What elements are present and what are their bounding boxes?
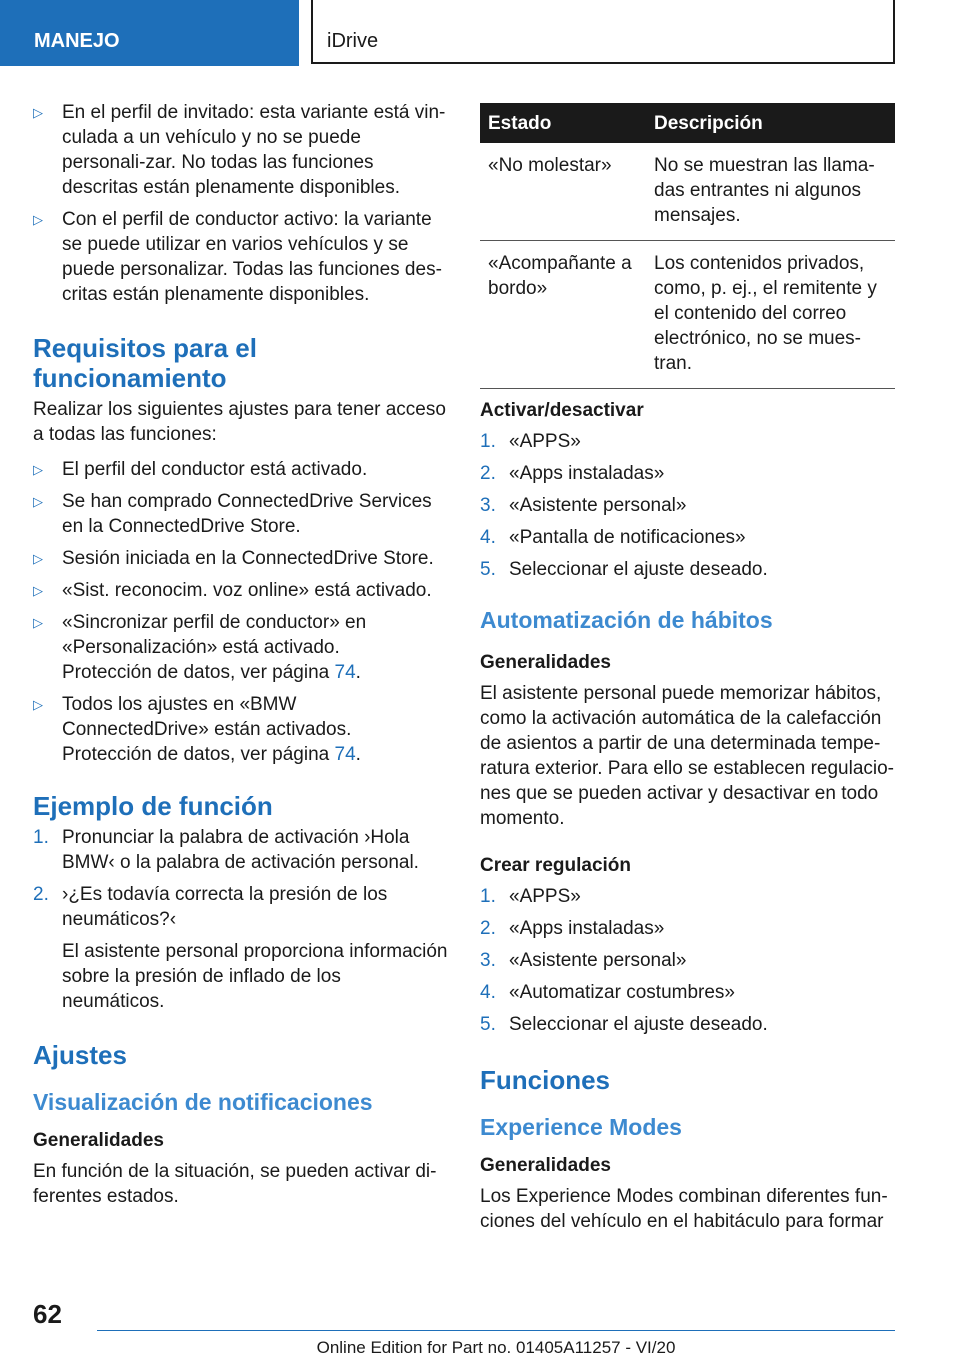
triangle-bullet-icon: ▷ [33,615,43,630]
triangle-bullet-icon: ▷ [33,583,43,598]
triangle-bullet-icon: ▷ [33,212,43,227]
section-heading: Funciones [480,1065,611,1095]
page-number: 62 [33,1299,62,1329]
list-item: 1. «APPS» [480,886,581,907]
list-item: 1. Pronunciar la palabra de activación ›Hola BMW‹ o la palabra de activación personal. [33,827,419,873]
minor-heading: Generalidades [480,1155,611,1176]
privacy-note: Protección de datos, ver página 74. [62,662,361,683]
triangle-bullet-icon: ▷ [33,551,43,566]
triangle-bullet-icon: ▷ [33,105,43,120]
left-column [33,100,448,1219]
list-item: 5. Seleccionar el ajuste deseado. [480,1014,768,1035]
list-item: 5. Seleccionar el ajuste deseado. [480,559,768,580]
chapter-title: iDrive [311,0,895,64]
paragraph: El asistente personal puede memorizar hábitos, como la activación automática de la calefacción de asientos a partir de una determinada tempe-ratura exterior. Para ello se establecen regulacio-nes que se pueden activar y desactivar en todo momento. [480,683,895,829]
paragraph: Realizar los siguientes ajustes para tener acceso a todas las funciones: [33,399,446,445]
minor-heading: Activar/desactivar [480,400,644,421]
table-cell: «Acompañante a bordo» [480,241,646,389]
list-item: ▷ Sesión iniciada en la ConnectedDrive Store. [33,548,434,569]
table-row [480,143,895,241]
list-item: 1. «APPS» [480,431,581,452]
list-item: 3. «Asistente personal» [480,495,687,516]
list-item: ▷ Con el perfil de conductor activo: la variante se puede utilizar en varios vehículos y se puede personalizar. Todas las funciones des-critas están plenamente disponibles. [33,209,442,305]
table-cell: Los contenidos privados, como, p. ej., el remitente y el contenido del correo electrónico, no se mues-tran. [646,241,895,389]
list-item: 3. «Asistente personal» [480,950,687,971]
triangle-bullet-icon: ▷ [33,462,43,477]
table-cell: «No molestar» [480,143,646,241]
footer-divider [97,1330,895,1331]
section-heading: Requisitos para el funcionamiento [33,333,257,393]
triangle-bullet-icon: ▷ [33,697,43,712]
subsection-heading: Visualización de notificaciones [33,1089,373,1115]
section-heading: Ajustes [33,1040,127,1070]
list-item: ▷ «Sist. reconocim. voz online» está activado. [33,580,432,601]
list-item: ▷ Todos los ajustes en «BMW ConnectedDrive» están activados. Protección de datos, ver página 74. [33,692,448,767]
privacy-note: Protección de datos, ver página 74. [62,744,361,765]
edition-footer: Online Edition for Part no. 01405A11257 - VI/20 [316,1338,676,1357]
right-column [480,372,895,1244]
subsection-heading: Experience Modes [480,1114,682,1140]
list-item: ▷ «Sincronizar perfil de conductor» en «Personalización» está activado. Protección de datos, ver página 74. [33,610,448,685]
list-item: 4. «Pantalla de notificaciones» [480,527,746,548]
triangle-bullet-icon: ▷ [33,494,43,509]
minor-heading: Generalidades [33,1130,164,1151]
list-item: ▷ En el perfil de invitado: esta variante está vin-culada a un vehículo y no se puede personali-zar. No todas las funciones descritas están plenamente disponibles. [33,102,446,198]
list-item: 4. «Automatizar costumbres» [480,982,735,1003]
subsection-heading: Automatización de hábitos [480,607,773,633]
minor-heading: Generalidades [480,652,611,673]
paragraph: Los Experience Modes combinan diferentes fun-ciones del vehículo en el habitáculo para formar [480,1186,888,1232]
list-item: ▷ El perfil del conductor está activado. [33,459,368,480]
paragraph: En función de la situación, se pueden activar di-ferentes estados. [33,1161,437,1207]
status-table [480,103,895,389]
table-cell: No se muestran las llama-das entrantes ni algunos mensajes. [646,143,895,241]
column-header: Estado [480,103,646,143]
table-row [480,241,895,389]
page-link[interactable]: 74 [334,744,356,765]
table-header-row [480,103,895,143]
list-item: 2. «Apps instaladas» [480,918,665,939]
list-item: ▷ Se han comprado ConnectedDrive Services en la ConnectedDrive Store. [33,491,432,537]
minor-heading: Crear regulación [480,855,631,876]
list-item: 2. ›¿Es todavía correcta la presión de los neumáticos?‹ El asistente personal proporciona información sobre la presión de inflado de los neumáticos. [33,884,448,1012]
column-header: Descripción [646,103,895,143]
list-item: 2. «Apps instaladas» [480,463,665,484]
section-heading: Ejemplo de función [33,791,273,821]
page-link[interactable]: 74 [334,662,356,683]
section-tab: MANEJO [0,0,299,66]
page-header [0,0,960,66]
